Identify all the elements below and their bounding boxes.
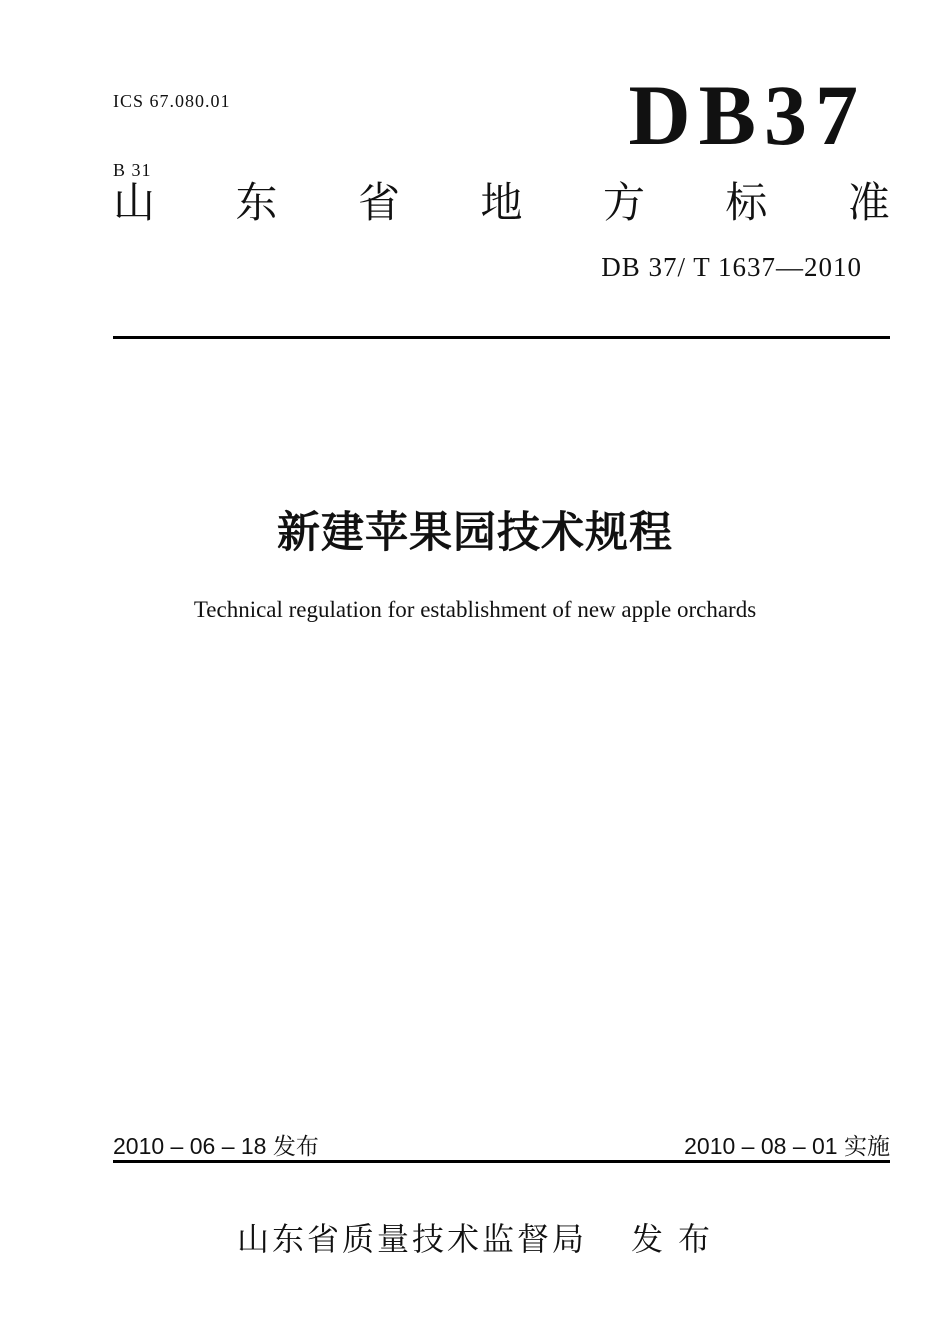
dates-row [113, 1133, 890, 1159]
publisher-row [0, 1220, 950, 1258]
standard-name-char: 方 [602, 179, 645, 226]
horizontal-rule-top [113, 336, 890, 339]
standard-number: DB 37/ T 1637—2010 [601, 252, 862, 282]
ics-code: ICS 67.080.01 [113, 91, 231, 111]
standard-name-char: 东 [235, 179, 278, 226]
document-title-cn: 新建苹果园技术规程 [277, 509, 673, 557]
issue-date: 2010 – 06 – 18 发布 [113, 1133, 319, 1159]
db37-logo: DB37 [628, 67, 866, 163]
standard-name [113, 180, 890, 226]
standard-name-char: 准 [847, 179, 890, 226]
standard-name-char: 山 [113, 179, 156, 226]
publisher-name: 山东省质量技术监督局 [237, 1221, 588, 1257]
standard-name-char: 地 [480, 179, 523, 226]
standard-name-char: 标 [725, 179, 768, 226]
publish-label: 发 布 [631, 1221, 713, 1257]
standard-name-char: 省 [357, 179, 400, 226]
classification-code: B 31 [113, 160, 152, 180]
implement-date: 2010 – 08 – 01 实施 [684, 1133, 890, 1159]
document-title-en: Technical regulation for establishment of new apple orchards [193, 597, 757, 622]
horizontal-rule-bottom [113, 1160, 890, 1163]
